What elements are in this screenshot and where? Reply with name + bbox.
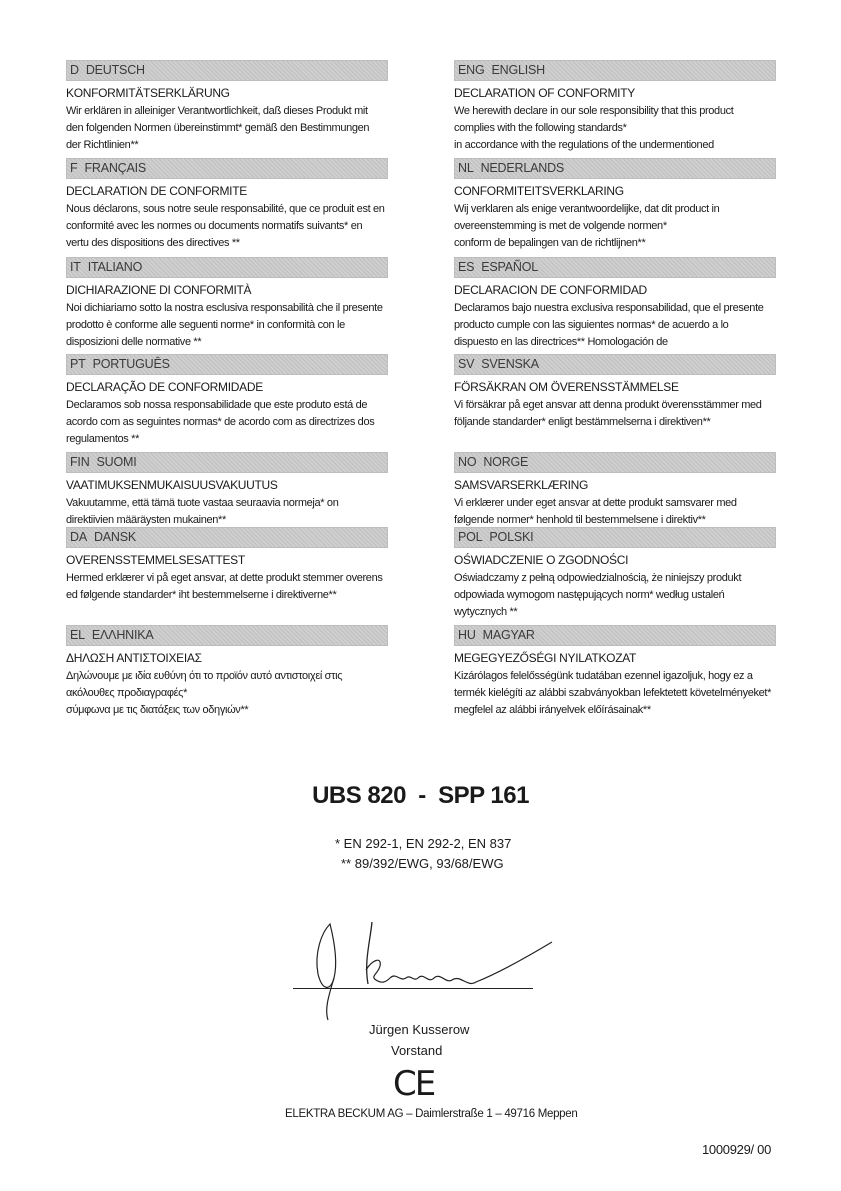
body-line: følgende normer* henhold til bestemmelsene i direktiv** xyxy=(454,514,706,526)
language-bar xyxy=(66,257,388,278)
section-body xyxy=(454,495,776,529)
language-code: NO xyxy=(458,455,477,469)
language-name: POLSKI xyxy=(489,530,534,544)
body-line: conformité avec les normes ou documents normatifs suivants* en xyxy=(66,220,363,232)
body-line: regulamentos ** xyxy=(66,433,140,445)
section-body xyxy=(66,570,388,604)
language-bar xyxy=(454,257,776,278)
section-ellinika xyxy=(66,625,388,719)
language-code: PT xyxy=(70,357,86,371)
section-body xyxy=(454,201,776,252)
section-svenska xyxy=(454,354,776,431)
section-body xyxy=(454,300,776,351)
section-body xyxy=(454,397,776,431)
body-line: der Richtlinien** xyxy=(66,139,139,151)
language-bar xyxy=(66,625,388,646)
section-portugues xyxy=(66,354,388,448)
section-heading: DICHIARAZIONE DI CONFORMITÀ xyxy=(66,283,252,297)
language-name: SVENSKA xyxy=(481,357,539,371)
section-magyar xyxy=(454,625,776,719)
section-body xyxy=(66,668,388,719)
language-code: D xyxy=(70,63,79,77)
section-nederlands xyxy=(454,158,776,252)
section-body xyxy=(66,397,388,448)
language-name: PORTUGUÊS xyxy=(92,357,170,371)
ce-mark-icon: CE xyxy=(393,1064,435,1104)
body-line: ed følgende standarder* iht bestemmelserne i direktiverne** xyxy=(66,589,337,601)
section-francais xyxy=(66,158,388,252)
section-body xyxy=(66,201,388,252)
body-line: overeenstemming is met de volgende normen* xyxy=(454,220,667,232)
section-heading: MEGEGYEZŐSÉGI NYILATKOZAT xyxy=(454,651,637,665)
section-body xyxy=(66,300,388,351)
signer-role: Vorstand xyxy=(391,1043,443,1058)
body-line: följande standarder* enligt bestämmelserna i direktiven** xyxy=(454,416,711,428)
body-line: Wir erklären in alleiniger Verantwortlichkeit, daß dieses Produkt mit xyxy=(66,105,368,117)
body-line: dispuesto en las directrices** Homologación de xyxy=(454,336,668,348)
section-deutsch xyxy=(66,60,388,154)
language-bar xyxy=(454,452,776,473)
section-norge xyxy=(454,452,776,529)
language-code: F xyxy=(70,161,78,175)
section-heading: DECLARACION DE CONFORMIDAD xyxy=(454,283,647,297)
body-line: termék kielégíti az alábbi szabványokban lefektetett követelményeket* xyxy=(454,687,772,699)
language-code: ES xyxy=(458,260,475,274)
section-english xyxy=(454,60,776,154)
body-line: direktiivien määräysten mukainen** xyxy=(66,514,226,526)
body-line: wytycznych ** xyxy=(454,606,518,618)
section-heading: FÖRSÄKRAN OM ÖVERENSSTÄMMELSE xyxy=(454,380,679,394)
language-name: NEDERLANDS xyxy=(480,161,565,175)
signer-name: Jürgen Kusserow xyxy=(369,1022,470,1037)
body-line: Noi dichiariamo sotto la nostra esclusiva responsabilità che il presente xyxy=(66,302,383,314)
language-bar xyxy=(66,527,388,548)
language-name: SUOMI xyxy=(96,455,137,469)
section-heading: VAATIMUKSENMUKAISUUSVAKUUTUS xyxy=(66,478,278,492)
body-line: producto cumple con las siguientes normas* de acuerdo a lo xyxy=(454,319,729,331)
body-line: We herewith declare in our sole responsibility that this product xyxy=(454,105,734,117)
section-body xyxy=(66,495,388,529)
body-line: odpowiada wymogom następujących norm* według ustaleń xyxy=(454,589,725,601)
section-body xyxy=(454,103,776,154)
product-model: UBS 820 - SPP 161 xyxy=(312,782,529,809)
section-dansk xyxy=(66,527,388,604)
standards-line: * EN 292-1, EN 292-2, EN 837 xyxy=(335,836,512,851)
body-line: acordo com as seguintes normas* de acordo com as directrizes dos xyxy=(66,416,375,428)
section-polski xyxy=(454,527,776,621)
language-bar xyxy=(66,452,388,473)
language-code: EL xyxy=(70,628,85,642)
body-line: Nous déclarons, sous notre seule responsabilité, que ce produit est en xyxy=(66,203,385,215)
section-body xyxy=(66,103,388,154)
language-bar xyxy=(454,158,776,179)
section-heading: CONFORMITEITSVERKLARING xyxy=(454,184,624,198)
language-name: ENGLISH xyxy=(491,63,545,77)
language-name: DEUTSCH xyxy=(85,63,145,77)
language-bar xyxy=(454,527,776,548)
body-line: ακόλουθες προδιαγραφές* xyxy=(66,687,188,699)
language-name: ESPAÑOL xyxy=(481,260,539,274)
body-line: Vi försäkrar på eget ansvar att denna produkt överensstämmer med xyxy=(454,399,762,411)
body-line: σύμφωνα με τις διατάξεις των οδηγιών** xyxy=(66,704,249,716)
language-name: ITALIANO xyxy=(87,260,143,274)
section-suomi xyxy=(66,452,388,529)
body-line: den folgenden Normen übereinstimmt* gemäß den Bestimmungen xyxy=(66,122,370,134)
body-line: in accordance with the regulations of the undermentioned xyxy=(454,139,714,151)
body-line: Declaramos bajo nuestra exclusiva responsabilidad, que el presente xyxy=(454,302,764,314)
section-heading: DECLARATION OF CONFORMITY xyxy=(454,86,635,100)
body-line: prodotto è conforme alle seguenti norme* in conformità con le xyxy=(66,319,345,331)
section-body xyxy=(454,668,776,719)
body-line: Vi erklærer under eget ansvar at dette produkt samsvarer med xyxy=(454,497,737,509)
language-bar xyxy=(66,60,388,81)
document-number: 1000929/ 00 xyxy=(702,1142,771,1157)
body-line: vertu des dispositions des directives ** xyxy=(66,237,240,249)
language-name: ΕΛΛΗΝΙΚΑ xyxy=(91,628,154,642)
section-heading: KONFORMITÄTSERKLÄRUNG xyxy=(66,86,230,100)
company-address: ELEKTRA BECKUM AG – Daimlerstraße 1 – 49716 Meppen xyxy=(285,1108,578,1120)
body-line: Δηλώνουμε με ιδία ευθύνη ότι το προϊόν αυτό αντιστοιχεί στις xyxy=(66,670,343,682)
language-name: NORGE xyxy=(483,455,529,469)
section-heading: OVERENSSTEMMELSESATTEST xyxy=(66,553,245,567)
body-line: complies with the following standards* xyxy=(454,122,627,134)
body-line: Kizárólagos felelősségünk tudatában ezennel igazoljuk, hogy ez a xyxy=(454,670,753,682)
language-name: FRANÇAIS xyxy=(84,161,147,175)
language-code: HU xyxy=(458,628,476,642)
body-line: Hermed erklærer vi på eget ansvar, at dette produkt stemmer overens xyxy=(66,572,383,584)
section-heading: DECLARATION DE CONFORMITE xyxy=(66,184,247,198)
language-code: ENG xyxy=(458,63,485,77)
section-body xyxy=(454,570,776,621)
signature-line xyxy=(293,988,533,989)
section-espanol xyxy=(454,257,776,351)
directives-line: ** 89/392/EWG, 93/68/EWG xyxy=(341,856,504,871)
section-heading: OŚWIADCZENIE O ZGODNOŚCI xyxy=(454,553,629,567)
body-line: Oświadczamy z pełną odpowiedzialnością, że niniejszy produkt xyxy=(454,572,742,584)
body-line: megfelel az alábbi irányelvek előírásainak** xyxy=(454,704,651,716)
body-line: Declaramos sob nossa responsabilidade que este produto está de xyxy=(66,399,368,411)
language-bar xyxy=(454,354,776,375)
language-code: FIN xyxy=(70,455,90,469)
language-name: DANSK xyxy=(93,530,137,544)
body-line: Vakuutamme, että tämä tuote vastaa seuraavia normeja* on xyxy=(66,497,339,509)
language-bar xyxy=(454,60,776,81)
language-code: POL xyxy=(458,530,483,544)
body-line: conform de bepalingen van de richtlijnen** xyxy=(454,237,646,249)
handwritten-signature xyxy=(300,912,560,1022)
language-bar xyxy=(66,158,388,179)
section-italiano xyxy=(66,257,388,351)
language-code: IT xyxy=(70,260,81,274)
section-heading: ΔΗΛΩΣΗ ΑΝΤΙΣΤΟΙΧΕΙΑΣ xyxy=(66,651,202,665)
body-line: disposizioni delle normative ** xyxy=(66,336,202,348)
language-code: SV xyxy=(458,357,475,371)
language-code: NL xyxy=(458,161,474,175)
language-bar xyxy=(454,625,776,646)
language-name: MAGYAR xyxy=(482,628,535,642)
section-heading: SAMSVARSERKLÆRING xyxy=(454,478,589,492)
language-bar xyxy=(66,354,388,375)
language-code: DA xyxy=(70,530,87,544)
body-line: Wij verklaren als enige verantwoordelijke, dat dit product in xyxy=(454,203,720,215)
section-heading: DECLARAÇÃO DE CONFORMIDADE xyxy=(66,380,263,394)
